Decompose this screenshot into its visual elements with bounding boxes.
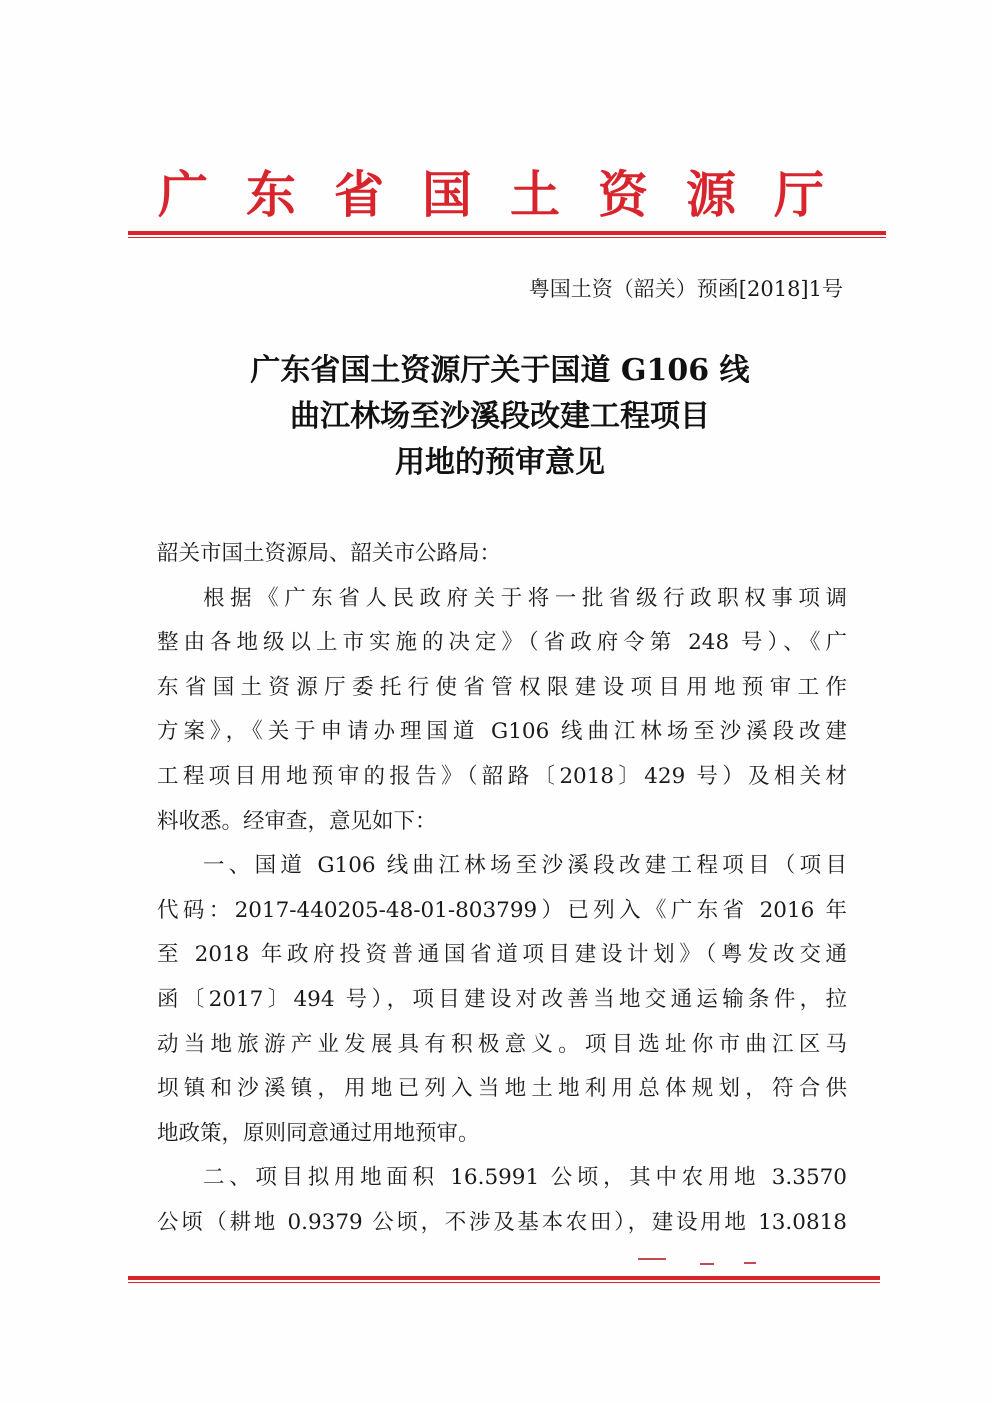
red-footer-rule	[128, 1276, 880, 1280]
paragraph-line: 函〔2017〕494 号），项目建设对改善当地交通运输条件，拉	[157, 986, 847, 1012]
paragraph-line: 坝镇和沙溪镇，用地已列入当地土地利用总体规划，符合供	[157, 1076, 847, 1102]
paragraph-line: 动当地旅游产业发展具有积极意义。项目选址你市曲江区马	[157, 1031, 847, 1057]
paragraph-line: 工程项目用地预审的报告》（韶路〔2018〕429 号）及相关材	[157, 763, 847, 789]
paragraph-line: 一、国道 G106 线曲江林场至沙溪段改建工程项目（项目	[203, 853, 847, 879]
paragraph-line: 代码：2017-440205-48-01-803799）已列入《广东省 2016 年	[157, 897, 847, 923]
scan-mark	[744, 1262, 756, 1264]
document-title-line: 曲江林场至沙溪段改建工程项目	[290, 399, 710, 434]
paragraph-line: 东省国土资源厅委托行使省管权限建设项目用地预审工作	[157, 674, 847, 700]
red-footer-rule-thin	[128, 1282, 880, 1283]
document-body	[157, 532, 847, 1246]
paragraph-line: 根据《广东省人民政府关于将一批省级行政职权事项调	[203, 585, 847, 611]
recipient-line: 韶关市国土资源局、韶关市公路局：	[157, 541, 502, 566]
agency-header-title: 广东省国土资源厅	[158, 165, 862, 224]
paragraph-line: 整由各地级以上市实施的决定》（省政府令第 248 号）、《广	[157, 630, 847, 656]
paragraph-line: 二、项目拟用地面积 16.5991 公顷，其中农用地 3.3570	[203, 1165, 847, 1191]
paragraph-line: 方案》，《关于申请办理国道 G106 线曲江林场至沙溪段改建	[157, 719, 847, 745]
document-title-line: 用地的预审意见	[395, 445, 605, 480]
paragraph-line: 料收悉。经审查，意见如下：	[157, 808, 437, 834]
paragraph-line: 地政策，原则同意通过用地预审。	[157, 1120, 480, 1146]
paragraph-line: 公顷（耕地 0.9379 公顷，不涉及基本农田），建设用地 13.0818	[157, 1209, 847, 1235]
red-header-rule	[128, 231, 886, 235]
document-title-line: 广东省国土资源厅关于国道 G106 线	[250, 353, 750, 388]
scan-mark	[638, 1258, 666, 1260]
scan-mark	[700, 1263, 714, 1265]
red-header-rule-thin	[128, 237, 886, 238]
document-number: 粤国土资（韶关）预函[2018]1号	[528, 277, 843, 301]
paragraph-line: 至 2018 年政府投资普通国省道项目建设计划》（粤发改交通	[157, 942, 847, 968]
document-title	[130, 348, 870, 486]
